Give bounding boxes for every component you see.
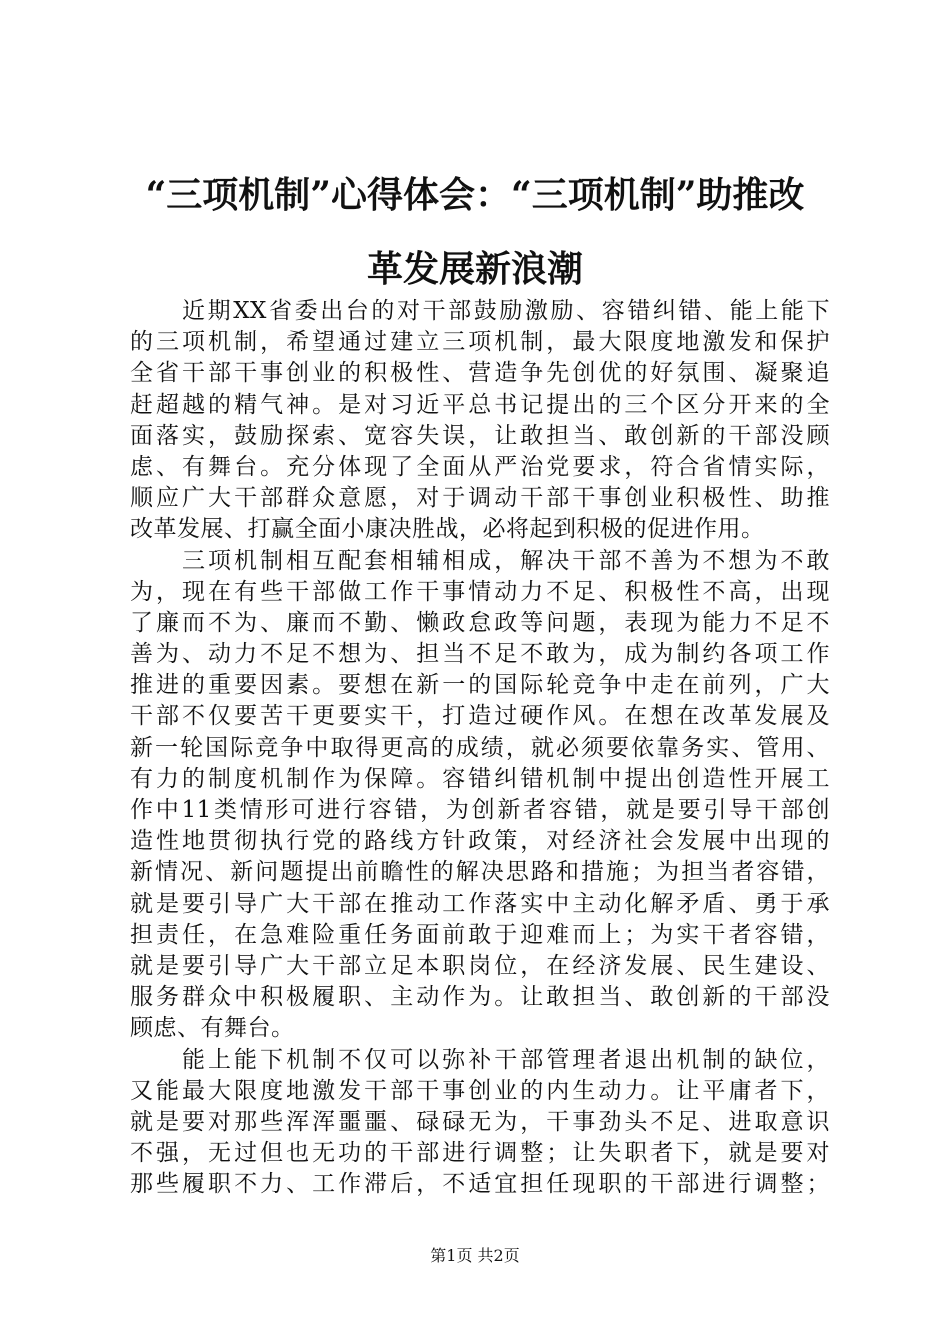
document-title	[100, 158, 850, 306]
paragraph-line: 服务群众中积极履职、主动作为。让敢担当、敢创新的干部没	[130, 984, 830, 1011]
paragraph	[130, 296, 830, 546]
title-line-2: 革发展新浪潮	[366, 248, 583, 290]
paragraph-line: 全省干部干事创业的积极性、营造争先创优的好氛围、凝聚追	[130, 360, 830, 387]
paragraph-line: 造性地贯彻执行党的路线方针政策，对经济社会发展中出现的	[130, 828, 830, 855]
paragraph-line: 推进的重要因素。要想在新一的国际轮竞争中走在前列，广大	[130, 672, 830, 699]
paragraph-line: 就是要引导广大干部立足本职岗位，在经济发展、民生建设、	[130, 952, 830, 979]
paragraph-line: 虑、有舞台。充分体现了全面从严治党要求，符合省情实际，	[130, 453, 830, 480]
paragraph-line: 改革发展、打赢全面小康决胜战，必将起到积极的促进作用。	[130, 516, 765, 543]
paragraph-line: 为，现在有些干部做工作干事情动力不足、积极性不高，出现	[130, 578, 830, 605]
paragraph-line: 新情况、新问题提出前瞻性的解决思路和措施；为担当者容错，	[130, 859, 830, 886]
page-footer: 第1页 共2页	[430, 1246, 520, 1265]
paragraph	[130, 1045, 830, 1201]
paragraph-line: 不强，无过但也无功的干部进行调整；让失职者下，就是要对	[130, 1140, 830, 1167]
paragraph-line: 近期XX省委出台的对干部鼓励激励、容错纠错、能上能下	[182, 298, 830, 324]
paragraph-line: 顾虑、有舞台。	[130, 1015, 295, 1042]
paragraph-line: 善为、动力不足不想为、担当不足不敢为，成为制约各项工作	[130, 641, 830, 668]
paragraph-line: 新一轮国际竞争中取得更高的成绩，就必须要依靠务实、管用、	[130, 734, 830, 761]
paragraph-line: 就是要对那些浑浑噩噩、碌碌无为，干事劲头不足、进取意识	[130, 1108, 830, 1135]
paragraph-line: 就是要引导广大干部在推动工作落实中主动化解矛盾、勇于承	[130, 890, 830, 917]
paragraph-line: 三项机制相互配套相辅相成，解决干部不善为不想为不敢	[182, 547, 830, 574]
paragraph-line: 那些履职不力、工作滞后，不适宜担任现职的干部进行调整；	[130, 1171, 830, 1198]
paragraph-line: 担责任，在急难险重任务面前敢于迎难而上；为实干者容错，	[130, 921, 830, 948]
paragraph-line: 的三项机制，希望通过建立三项机制，最大限度地激发和保护	[130, 329, 830, 356]
paragraph-line: 有力的制度机制作为保障。容错纠错机制中提出创造性开展工	[130, 765, 830, 792]
paragraph-line: 能上能下机制不仅可以弥补干部管理者退出机制的缺位，	[182, 1046, 830, 1073]
paragraph-line: 顺应广大干部群众意愿，对于调动干部干事创业积极性、助推	[130, 485, 830, 512]
paragraph-line: 又能最大限度地激发干部干事创业的内生动力。让平庸者下，	[130, 1077, 830, 1104]
paragraph-line: 了廉而不为、廉而不勤、懒政怠政等问题，表现为能力不足不	[130, 609, 830, 636]
document-body	[130, 296, 830, 1200]
paragraph-line: 作中11类情形可进行容错，为创新者容错，就是要引导干部创	[130, 797, 830, 823]
title-line-1: “三项机制”心得体会：“三项机制”助推改	[145, 174, 805, 216]
paragraph	[130, 546, 830, 1045]
paragraph-line: 干部不仅要苦干更要实干，打造过硬作风。在想在改革发展及	[130, 703, 830, 730]
paragraph-line: 赶超越的精气神。是对习近平总书记提出的三个区分开来的全	[130, 391, 830, 418]
paragraph-line: 面落实，鼓励探索、宽容失误，让敢担当、敢创新的干部没顾	[130, 422, 830, 449]
